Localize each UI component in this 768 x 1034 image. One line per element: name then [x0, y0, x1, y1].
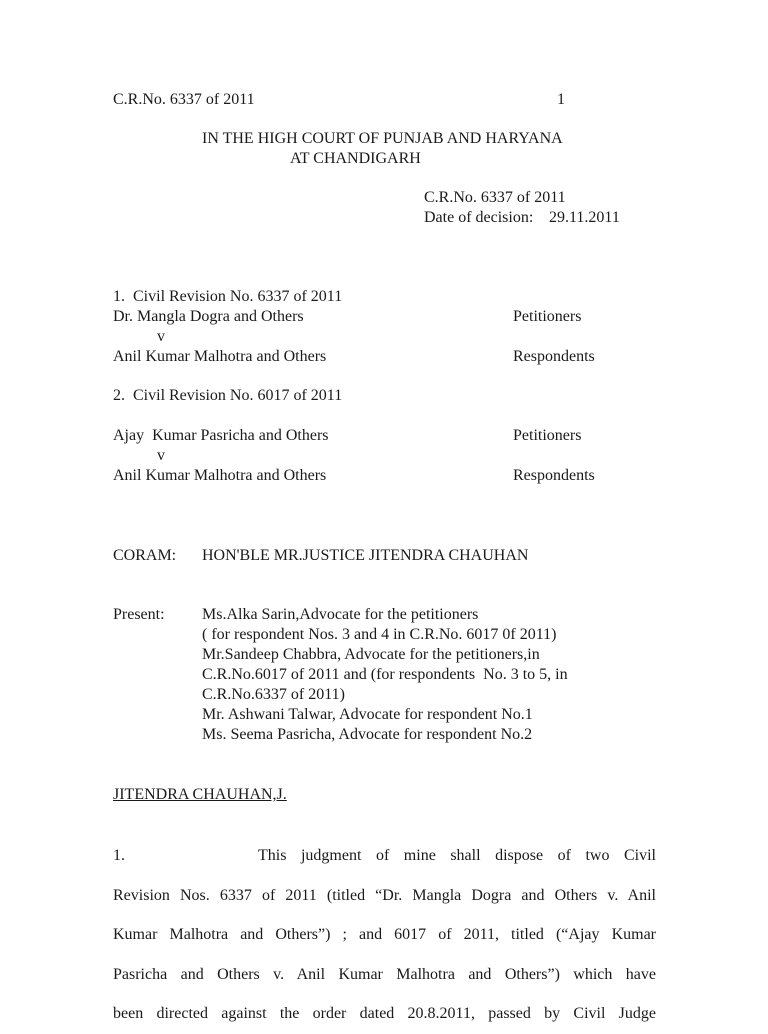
header-case-ref: C.R.No. 6337 of 2011: [113, 91, 255, 108]
decision-case-no: C.R.No. 6337 of 2011: [424, 189, 566, 206]
case-1-respondent: Anil Kumar Malhotra and Others: [113, 348, 327, 365]
present-line: C.R.No.6337 of 2011): [202, 686, 345, 703]
judgment-line: [113, 836, 656, 876]
case-1-versus: v: [157, 328, 165, 345]
para-number: 1.: [113, 847, 125, 864]
present-line: Ms.Alka Sarin,Advocate for the petitioners: [202, 606, 479, 623]
present-line: Mr. Ashwani Talwar, Advocate for respondent No.1: [202, 706, 533, 723]
case-1-respondent-role: Respondents: [513, 348, 595, 365]
case-2-petitioner: Ajay Kumar Pasricha and Others: [113, 427, 329, 444]
judgment-line: Kumar Malhotra and Others”) ; and 6017 of 2011, titled (“Ajay Kumar: [113, 926, 656, 944]
judgment-line: Revision Nos. 6337 of 2011 (titled “Dr. Mangla Dogra and Others v. Anil: [113, 886, 656, 904]
decision-date-value: 29.11.2011: [549, 209, 620, 226]
court-title-line1: IN THE HIGH COURT OF PUNJAB AND HARYANA: [202, 130, 563, 147]
case-1-petitioner-role: Petitioners: [513, 308, 582, 325]
case-2-respondent: Anil Kumar Malhotra and Others: [113, 467, 327, 484]
page-number: 1: [557, 91, 565, 108]
judgment-line-text: This judgment of mine shall dispose of two Civil: [258, 847, 656, 864]
present-line: Mr.Sandeep Chabbra, Advocate for the petitioners,in: [202, 646, 540, 663]
court-title-line2: AT CHANDIGARH: [290, 150, 421, 167]
present-line: ( for respondent Nos. 3 and 4 in C.R.No. 6017 0f 2011): [202, 626, 557, 643]
judgment-author: JITENDRA CHAUHAN,J.: [113, 786, 287, 803]
judgment-line: been directed against the order dated 20.8.2011, passed by Civil Judge: [113, 1005, 656, 1023]
case-1-petitioner: Dr. Mangla Dogra and Others: [113, 308, 304, 325]
coram-judge: HON'BLE MR.JUSTICE JITENDRA CHAUHAN: [202, 547, 529, 564]
case-2-versus: v: [157, 447, 165, 464]
present-line: C.R.No.6017 of 2011 and (for respondents No. 3 to 5, in: [202, 666, 568, 683]
case-1-title: 1. Civil Revision No. 6337 of 2011: [113, 288, 343, 305]
judgment-paragraph: [113, 836, 656, 1034]
decision-date-label: Date of decision:: [424, 209, 534, 226]
present-label: Present:: [113, 606, 165, 623]
present-line: Ms. Seema Pasricha, Advocate for respondent No.2: [202, 726, 533, 743]
judgment-line: Pasricha and Others v. Anil Kumar Malhotra and Others”) which have: [113, 965, 656, 983]
case-2-title: 2. Civil Revision No. 6017 of 2011: [113, 387, 343, 404]
case-2-respondent-role: Respondents: [513, 467, 595, 484]
case-2-petitioner-role: Petitioners: [513, 427, 582, 444]
coram-label: CORAM:: [113, 547, 177, 564]
